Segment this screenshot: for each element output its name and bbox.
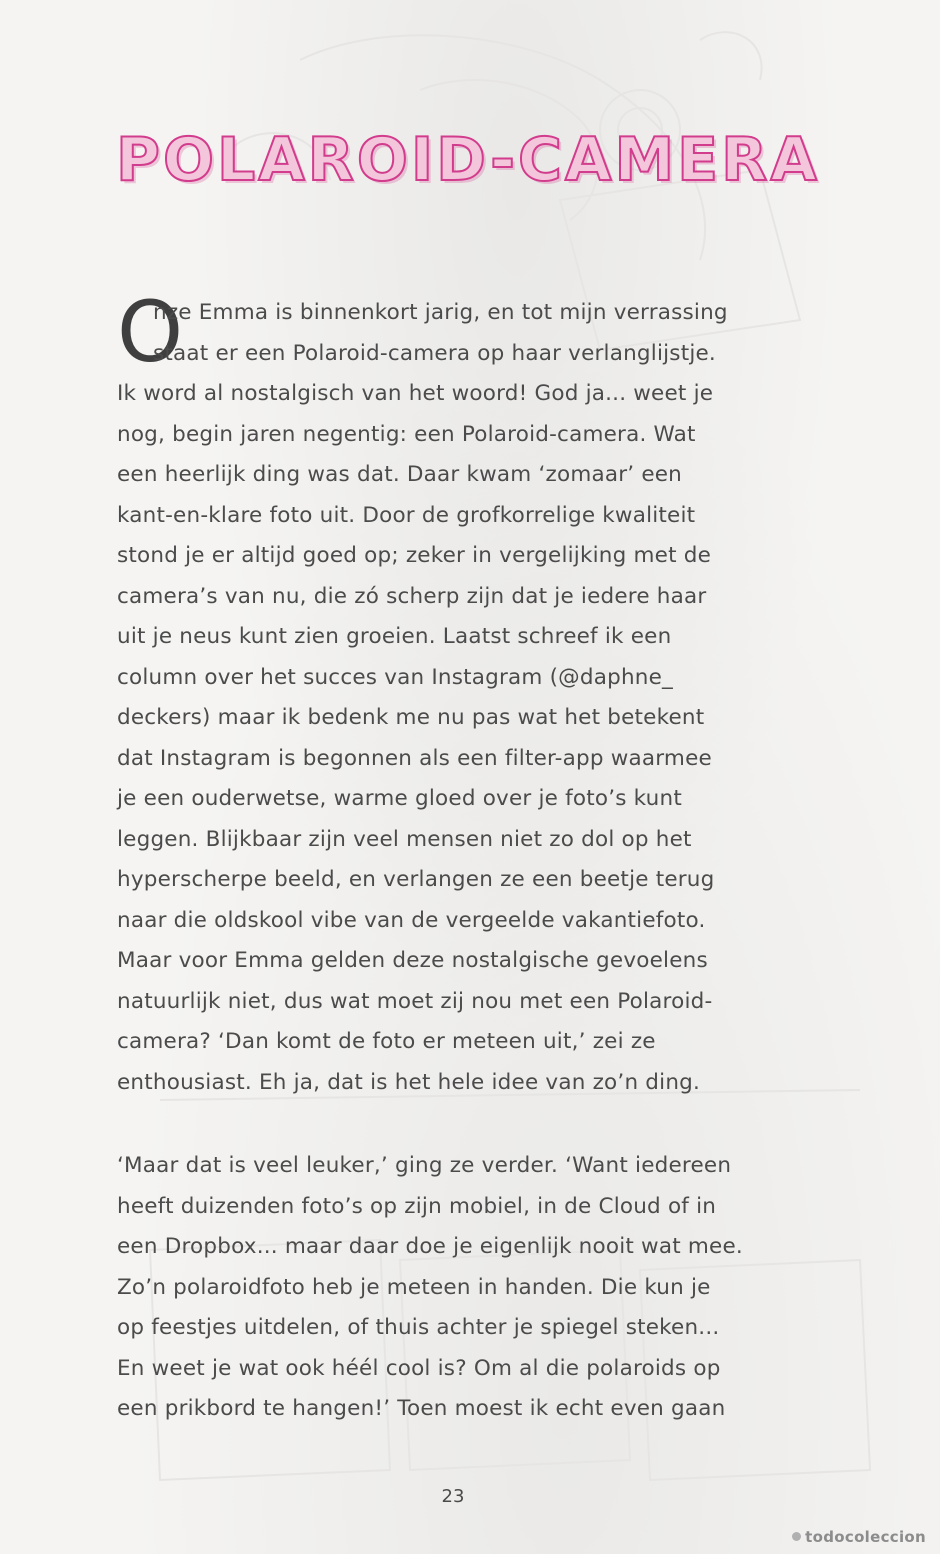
text-line: natuurlijk niet, dus wat moet zij nou met een Polaroid- xyxy=(117,988,713,1014)
text-line: nze Emma is binnenkort jarig, en tot mijn verrassing xyxy=(153,300,728,325)
page-number: 23 xyxy=(441,1486,465,1507)
text-line: leggen. Blijkbaar zijn veel mensen niet zo dol op het xyxy=(117,826,692,852)
text-line: column over het succes van Instagram (@daphne_ xyxy=(117,664,673,690)
text-line: nog, begin jaren negentig: een Polaroid-camera. Wat xyxy=(117,421,696,447)
text-line: een prikbord te hangen!’ Toen moest ik echt even gaan xyxy=(117,1396,726,1421)
paragraph-2 xyxy=(117,1146,817,1430)
text-line: op feestjes uitdelen, of thuis achter je spiegel steken... xyxy=(117,1315,720,1340)
watermark-text: todocoleccion xyxy=(805,1528,926,1546)
text-line: camera? ‘Dan komt de foto er meteen uit,’ zei ze xyxy=(117,1029,656,1054)
text-line: dat Instagram is begonnen als een filter-app waarmee xyxy=(117,745,712,771)
drop-cap: O xyxy=(117,283,184,381)
text-line: Maar voor Emma gelden deze nostalgische gevoelens xyxy=(117,948,708,973)
text-line: ‘Maar dat is veel leuker,’ ging ze verder. ‘Want iedereen xyxy=(117,1153,732,1178)
text-line: heeft duizenden foto’s op zijn mobiel, in de Cloud of in xyxy=(117,1193,717,1219)
text-line: enthousiast. Eh ja, dat is het hele idee van zo’n ding. xyxy=(117,1069,701,1095)
page-title: POLAROID-CAMERA xyxy=(116,125,820,195)
text-line: stond je er altijd goed op; zeker in vergelijking met de xyxy=(117,543,712,568)
text-line: Ik word al nostalgisch van het woord! God ja... weet je xyxy=(117,381,714,406)
text-line: uit je neus kunt zien groeien. Laatst schreef ik een xyxy=(117,624,672,649)
text-line: je een ouderwetse, warme gloed over je foto’s kunt xyxy=(117,786,682,811)
text-line: camera’s van nu, die zó scherp zijn dat je iedere haar xyxy=(117,583,707,609)
text-line: En weet je wat ook héél cool is? Om al die polaroids op xyxy=(117,1355,721,1381)
text-line: Zo’n polaroidfoto heb je meteen in handen. Die kun je xyxy=(117,1274,711,1300)
text-line: een heerlijk ding was dat. Daar kwam ‘zomaar’ een xyxy=(117,462,683,487)
watermark xyxy=(792,1528,926,1546)
text-line: hyperscherpe beeld, en verlangen ze een beetje terug xyxy=(117,867,715,892)
text-line: staat er een Polaroid-camera op haar verlanglijstje. xyxy=(153,340,716,366)
text-line: een Dropbox... maar daar doe je eigenlijk nooit wat mee. xyxy=(117,1234,743,1259)
text-line: deckers) maar ik bedenk me nu pas wat het betekent xyxy=(117,705,705,730)
watermark-logo-icon xyxy=(792,1532,801,1541)
text-line: naar die oldskool vibe van de vergeelde vakantiefoto. xyxy=(117,907,706,933)
text-line: kant-en-klare foto uit. Door de grofkorrelige kwaliteit xyxy=(117,502,696,528)
paragraph-1 xyxy=(117,293,817,1103)
